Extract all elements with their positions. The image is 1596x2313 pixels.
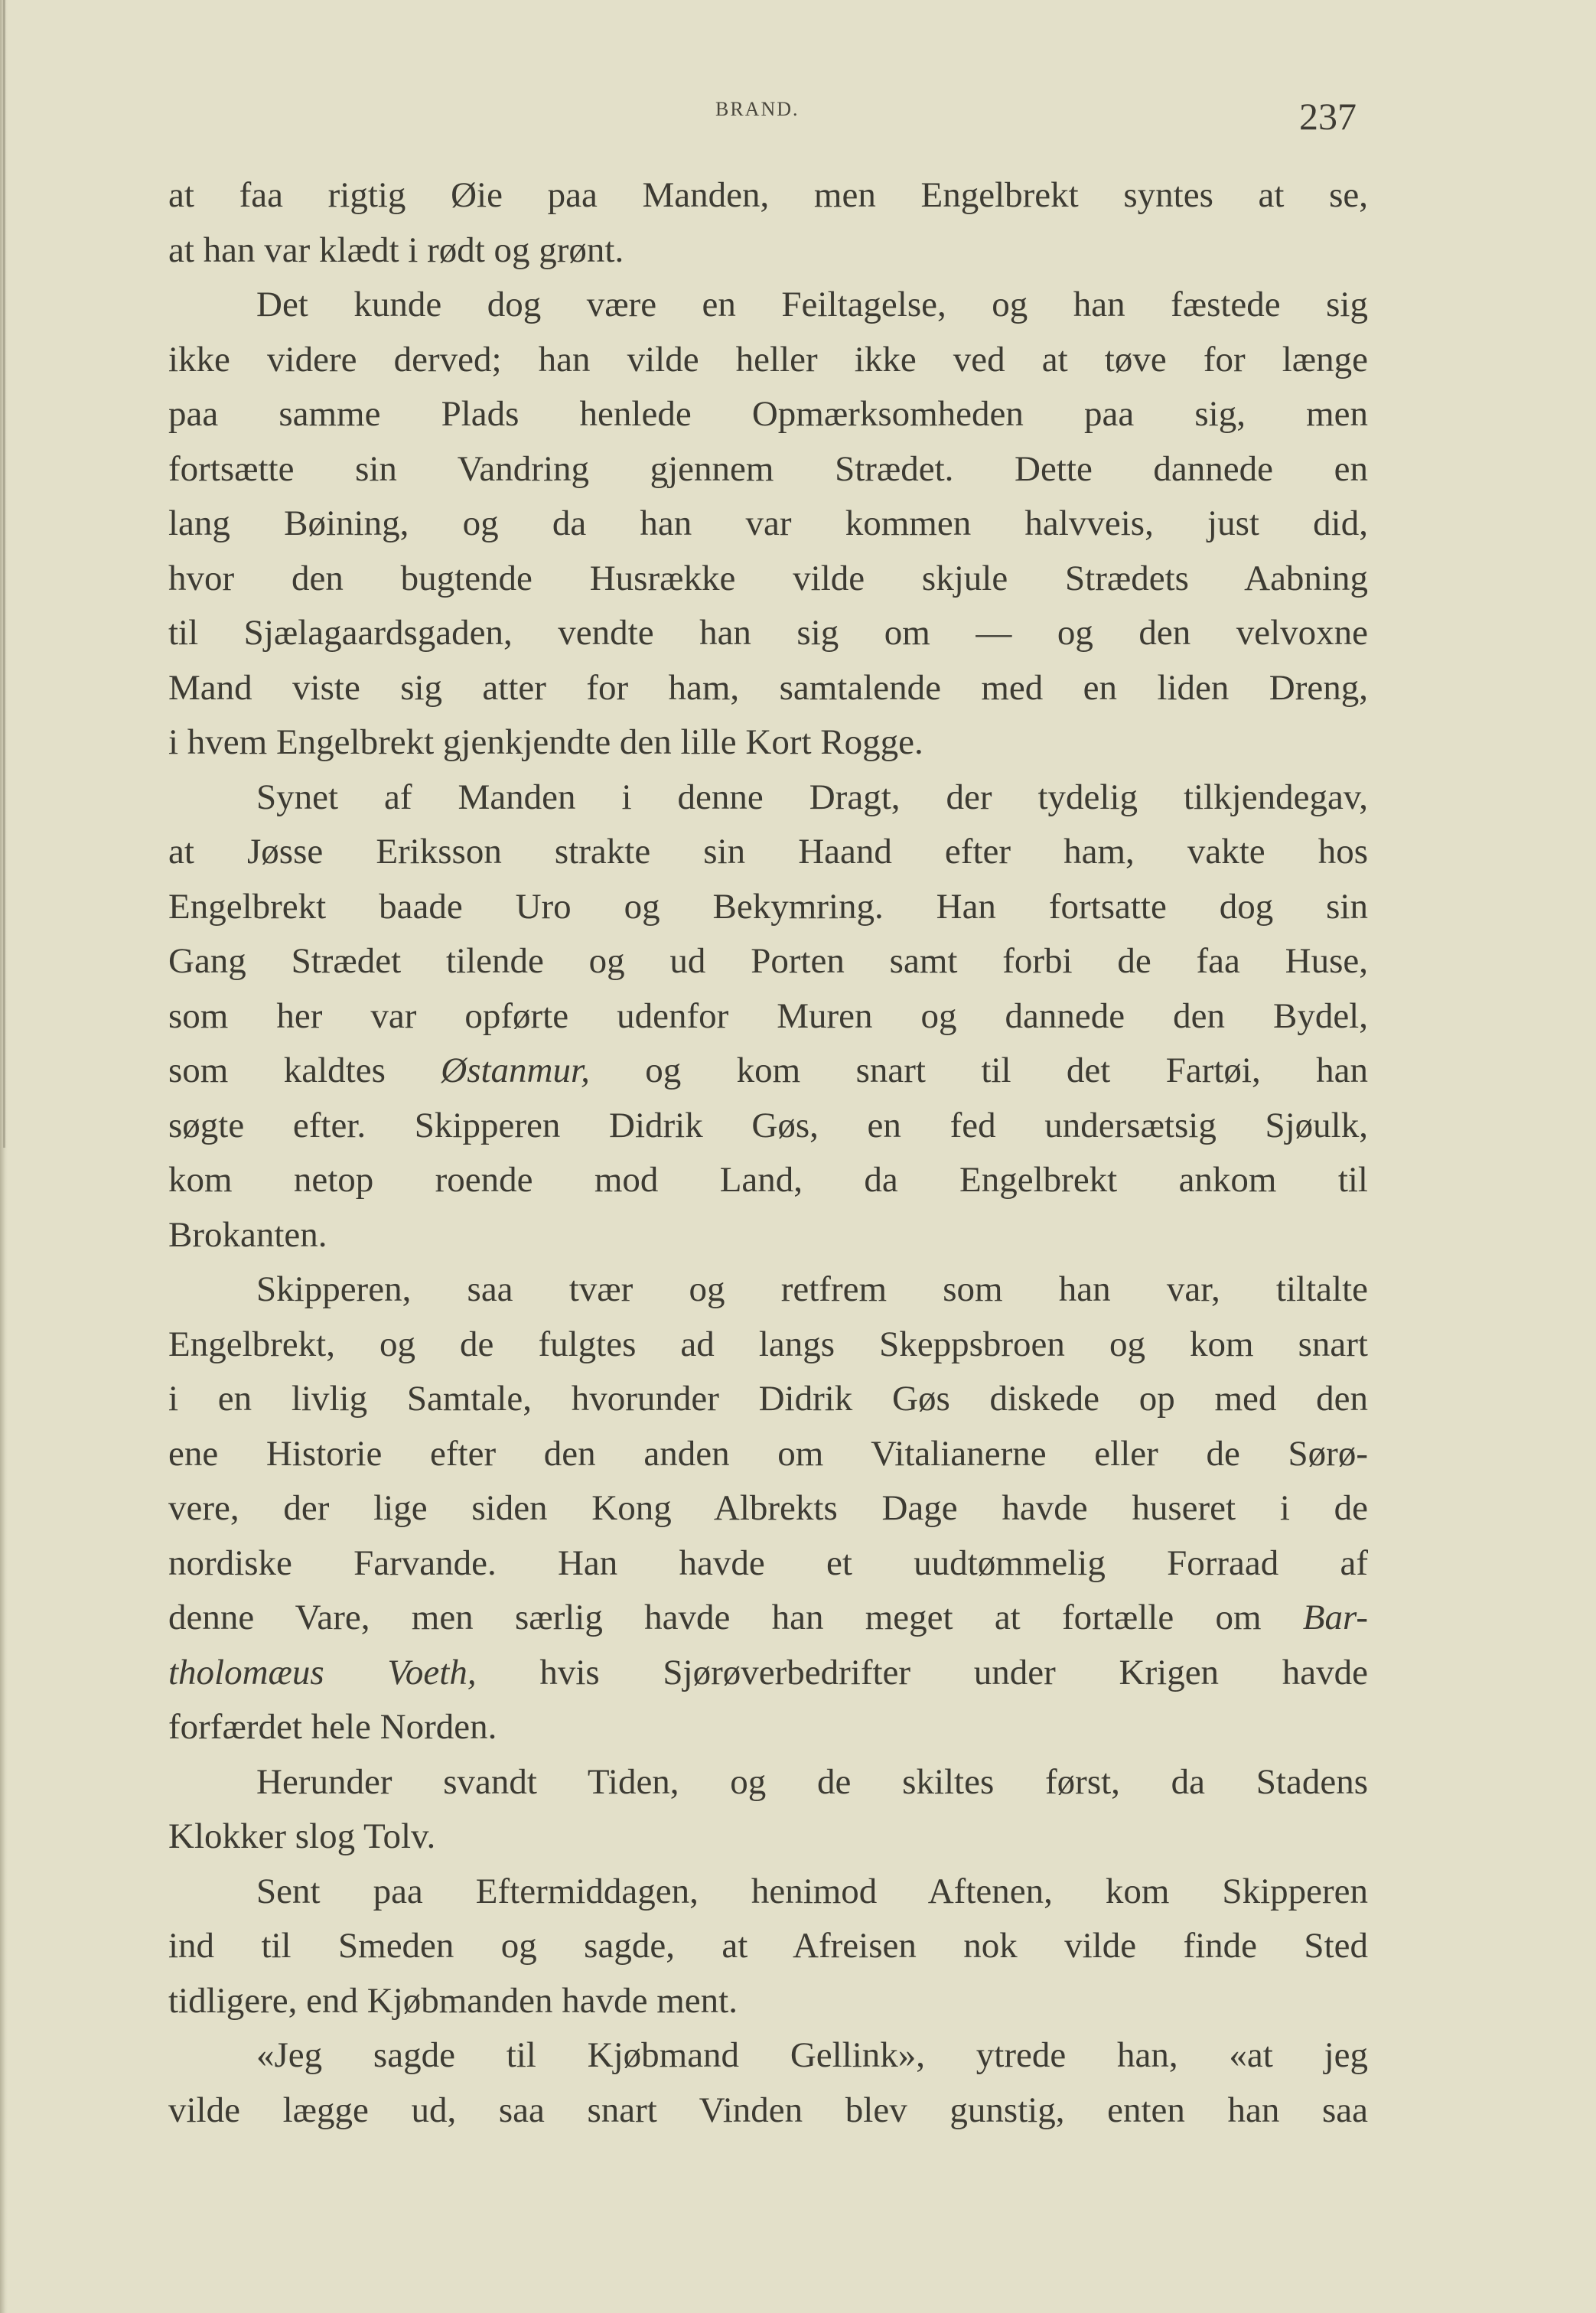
- text-line: [168, 1810, 1368, 1865]
- text-line: [168, 1536, 1368, 1591]
- text-segment: ind til Smeden og sagde, at Afreisen nok vilde finde Sted: [168, 1926, 1368, 1966]
- text-line: [168, 1481, 1368, 1536]
- text-segment: hvor den bugtende Husrække vilde skjule Strædets Aabning: [168, 558, 1368, 598]
- text-line: [168, 1262, 1368, 1318]
- text-segment: Klokker slog Tolv.: [168, 1816, 436, 1856]
- text-line: [168, 989, 1368, 1044]
- text-segment: at han var klædt i rødt og grønt.: [168, 230, 624, 270]
- text-segment: at Jøsse Eriksson strakte sin Haand efter ham, vakte hos: [168, 832, 1368, 871]
- text-segment: forfærdet hele Norden.: [168, 1707, 497, 1747]
- text-line: [168, 1974, 1368, 2029]
- text-line: [168, 661, 1368, 716]
- text-line: [168, 1700, 1368, 1755]
- text-segment: «Jeg sagde til Kjøbmand Gellink», ytrede han, «at jeg: [256, 2035, 1368, 2075]
- text-line: [168, 278, 1368, 333]
- page-number: 237: [1299, 95, 1357, 138]
- paragraph: [168, 278, 1368, 770]
- paragraph: [168, 1865, 1368, 2029]
- text-segment: i hvem Engelbrekt gjenkjendte den lille Kort Rogge.: [168, 722, 923, 762]
- text-line: [168, 1427, 1368, 1482]
- text-segment: og kom snart til det Fartøi, han: [589, 1051, 1368, 1090]
- text-line: [168, 442, 1368, 497]
- paragraph: [168, 1755, 1368, 1865]
- text-line: [168, 1208, 1368, 1263]
- text-segment: lang Bøining, og da han var kommen halvveis, just did,: [168, 503, 1368, 543]
- paragraph: [168, 1262, 1368, 1755]
- italic-text: tholomæus Voeth,: [168, 1652, 477, 1692]
- text-line: [168, 2083, 1368, 2139]
- text-line: [168, 387, 1368, 442]
- text-line: [168, 2028, 1368, 2083]
- text-segment: at faa rigtig Øie paa Manden, men Engelbrekt syntes at se,: [168, 175, 1368, 215]
- running-title: BRAND.: [715, 98, 800, 120]
- text-segment: Skipperen, saa tvær og retfrem som han var, tiltalte: [256, 1269, 1368, 1309]
- text-segment: Det kunde dog være en Feiltagelse, og han fæstede sig: [256, 285, 1368, 324]
- body-text: [168, 168, 1368, 2138]
- text-line: [168, 1755, 1368, 1810]
- text-segment: hvis Sjørøverbedrifter under Krigen havde: [476, 1652, 1368, 1692]
- page-header: [0, 0, 1596, 153]
- paragraph: [168, 168, 1368, 278]
- text-line: [168, 606, 1368, 661]
- text-segment: Gang Strædet tilende og ud Porten samt forbi de faa Huse,: [168, 941, 1368, 981]
- binding-shadow: [3, 0, 5, 1148]
- text-line: [168, 825, 1368, 880]
- text-line: [168, 1153, 1368, 1208]
- italic-text: Bar-: [1302, 1598, 1368, 1637]
- text-line: [168, 1318, 1368, 1373]
- text-segment: Engelbrekt baade Uro og Bekymring. Han fortsatte dog sin: [168, 886, 1368, 927]
- text-line: [168, 880, 1368, 935]
- text-segment: Engelbrekt, og de fulgtes ad langs Skeppsbroen og kom snart: [168, 1324, 1368, 1364]
- text-line: [168, 1044, 1368, 1099]
- text-segment: ikke videre derved; han vilde heller ikke ved at tøve for længe: [168, 339, 1368, 380]
- text-line: [168, 1919, 1368, 1974]
- page-edge: [0, 0, 8, 2313]
- text-line: [168, 168, 1368, 223]
- text-segment: til Sjælagaardsgaden, vendte han sig om — og den velvoxne: [168, 613, 1368, 653]
- text-segment: tidligere, end Kjøbmanden havde ment.: [168, 1980, 738, 2021]
- text-line: [168, 223, 1368, 279]
- text-segment: Synet af Manden i denne Dragt, der tydelig tilkjendegav,: [256, 777, 1368, 817]
- text-segment: Sent paa Eftermiddagen, henimod Aftenen, kom Skipperen: [256, 1871, 1368, 1911]
- text-segment: Mand viste sig atter for ham, samtalende med en liden Dreng,: [168, 667, 1368, 708]
- text-line: [168, 770, 1368, 826]
- text-segment: fortsætte sin Vandring gjennem Strædet. Dette dannede en: [168, 448, 1368, 489]
- paragraph: [168, 770, 1368, 1263]
- text-segment: Brokanten.: [168, 1214, 327, 1255]
- text-segment: i en livlig Samtale, hvorunder Didrik Gøs diskede op med den: [168, 1379, 1368, 1419]
- text-line: [168, 552, 1368, 607]
- text-line: [168, 1865, 1368, 1920]
- text-line: [168, 715, 1368, 770]
- text-segment: vere, der lige siden Kong Albrekts Dage havde huseret i de: [168, 1488, 1368, 1528]
- text-segment: som kaldtes: [168, 1051, 441, 1090]
- text-segment: denne Vare, men særlig havde han meget at fortælle om: [168, 1598, 1303, 1637]
- text-segment: kom netop roende mod Land, da Engelbrekt ankom til: [168, 1160, 1368, 1200]
- italic-text: Østanmur,: [441, 1051, 590, 1090]
- text-segment: ene Historie efter den anden om Vitalianerne eller de Sørø-: [168, 1433, 1368, 1474]
- text-line: [168, 1646, 1368, 1701]
- text-segment: som her var opførte udenfor Muren og dannede den Bydel,: [168, 995, 1368, 1036]
- text-line: [168, 333, 1368, 388]
- text-segment: paa samme Plads henlede Opmærksomheden paa sig, men: [168, 394, 1368, 434]
- text-segment: Herunder svandt Tiden, og de skiltes først, da Stadens: [256, 1761, 1368, 1802]
- text-segment: søgte efter. Skipperen Didrik Gøs, en fed undersætsig Sjøulk,: [168, 1105, 1368, 1145]
- paragraph: [168, 2028, 1368, 2138]
- text-segment: nordiske Farvande. Han havde et uudtømmelig Forraad af: [168, 1543, 1368, 1583]
- text-line: [168, 1099, 1368, 1154]
- text-line: [168, 934, 1368, 989]
- text-line: [168, 1591, 1368, 1646]
- text-line: [168, 497, 1368, 552]
- text-line: [168, 1372, 1368, 1427]
- text-segment: vilde lægge ud, saa snart Vinden blev gunstig, enten han saa: [168, 2090, 1368, 2130]
